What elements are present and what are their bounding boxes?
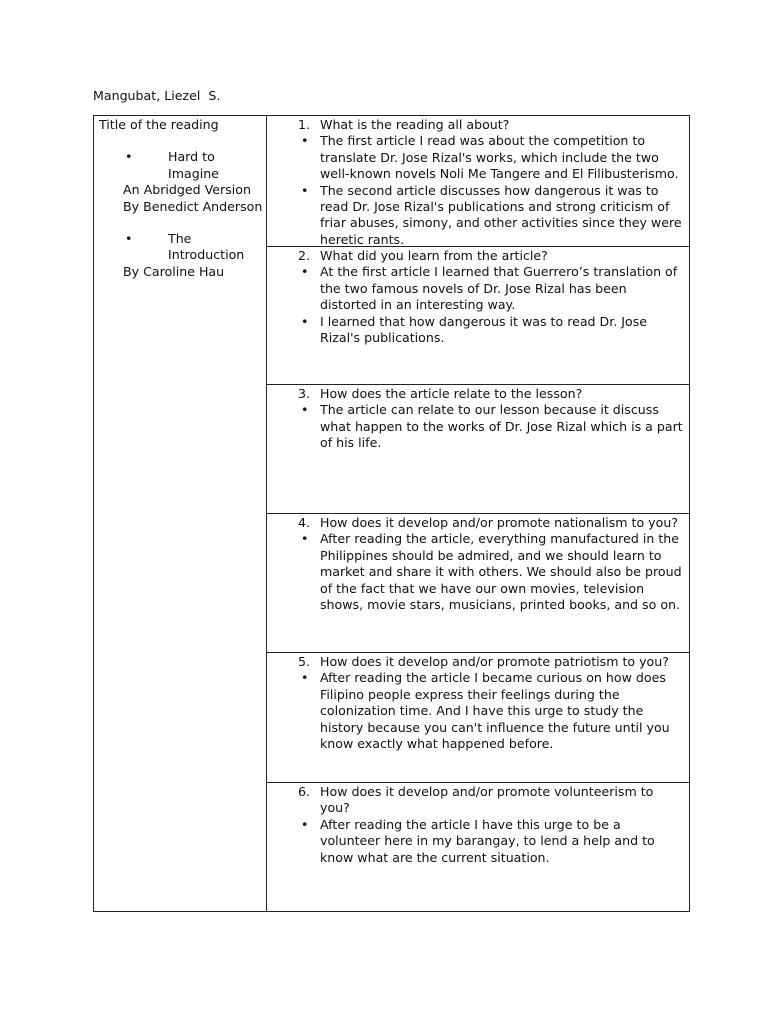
question-text: How does it develop and/or promote patriotism to you?	[320, 654, 669, 669]
bullet-icon: •	[125, 149, 133, 165]
reading-item	[99, 149, 266, 215]
reading-author: By Caroline Hau	[123, 263, 225, 279]
question-number: 3.	[298, 386, 311, 401]
question-cell-6	[267, 782, 690, 911]
question-text: What is the reading all about?	[320, 117, 510, 132]
answer-item	[267, 314, 684, 347]
question-number: 2.	[298, 248, 311, 263]
answer-text: I learned that how dangerous it was to read Dr. Jose Rizal's publications.	[320, 313, 648, 346]
question-text: What did you learn from the article?	[320, 248, 548, 263]
question-cell-3	[267, 384, 690, 513]
question-number: 5.	[298, 654, 311, 669]
bullet-icon: •	[301, 313, 309, 329]
reading-item	[99, 231, 266, 280]
reading-author: By Benedict Anderson	[123, 198, 263, 214]
question	[267, 117, 684, 133]
bullet-icon: •	[301, 264, 309, 280]
reading-title-column	[94, 116, 267, 911]
bullet-icon: •	[301, 531, 309, 547]
questions-column	[267, 116, 690, 911]
bullet-icon: •	[301, 670, 309, 686]
answer-item	[267, 183, 684, 249]
question-cell-5	[267, 652, 690, 782]
question	[267, 515, 684, 531]
student-name: Mangubat, Liezel S.	[93, 88, 221, 103]
answer-item	[267, 264, 684, 313]
bullet-icon: •	[301, 182, 309, 198]
reading-worksheet-table	[93, 115, 690, 912]
answer-item	[267, 531, 684, 613]
answer-text: At the first article I learned that Guerrero’s translation of the two famous novels of Dr. Jose Rizal has been distorted in an interesting way.	[320, 264, 678, 313]
question-cell-4	[267, 513, 690, 652]
answer-item	[267, 817, 684, 866]
question-cell-2	[267, 246, 690, 384]
question-cell-1	[267, 116, 690, 246]
question	[267, 248, 684, 264]
reading-subtitle: An Abridged Version	[123, 182, 251, 198]
reading-title: Hard to Imagine	[168, 149, 219, 181]
reading-title: The Introduction	[168, 231, 245, 263]
bullet-icon: •	[125, 231, 133, 247]
answer-text: After reading the article I have this urge to be a volunteer here in my barangay, to lend a help and to know what are the current situation.	[320, 816, 655, 865]
question	[267, 654, 684, 670]
bullet-icon: •	[301, 133, 309, 149]
question-number: 4.	[298, 515, 311, 530]
bullet-icon: •	[301, 402, 309, 418]
answer-item	[267, 670, 684, 752]
question-number: 6.	[298, 784, 311, 799]
answer-text: After reading the article, everything manufactured in the Philippines should be admired, and we should learn to market and share it with others. We should also be proud of the fact that we have our own movies, television shows, movie stars, musicians, printed books, and so on.	[320, 531, 682, 613]
answer-item	[267, 402, 684, 451]
title-heading: Title of the reading	[99, 117, 219, 132]
answer-text: The second article discusses how dangerous it was to read Dr. Jose Rizal's publications and strong criticism of friar abuses, simony, and other activities since they were heretic rants.	[320, 182, 682, 247]
question	[267, 386, 684, 402]
answer-item	[267, 133, 684, 182]
answer-text: The article can relate to our lesson because it discuss what happen to the works of Dr. Jose Rizal which is a part of his life.	[320, 402, 683, 451]
question-number: 1.	[298, 117, 311, 132]
answer-text: After reading the article I became curious on how does Filipino people express their feelings during the colonization time. And I have this urge to study the history because you can't influence the future until you know exactly what happened before.	[320, 670, 670, 752]
question-text: How does the article relate to the lesson?	[320, 386, 583, 401]
question-text: How does it develop and/or promote nationalism to you?	[320, 515, 678, 530]
question-text: How does it develop and/or promote volunteerism to you?	[320, 784, 654, 816]
bullet-icon: •	[301, 816, 309, 832]
question	[267, 784, 684, 817]
answer-text: The first article I read was about the competition to translate Dr. Jose Rizal's works, which include the two well-known novels Noli Me Tangere and El Filibusterismo.	[320, 133, 679, 182]
